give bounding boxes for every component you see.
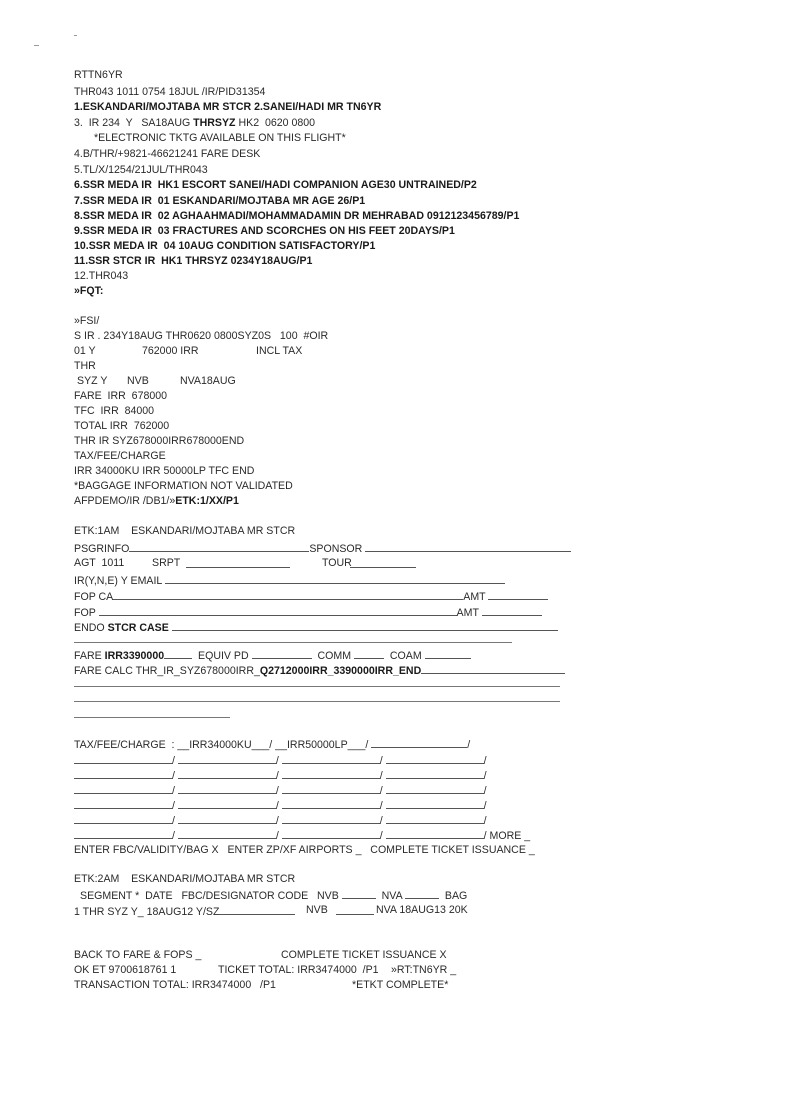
- transaction-total: TRANSACTION TOTAL: IRR3474000 /P1: [74, 979, 276, 991]
- passenger-names: 1.ESKANDARI/MOJTABA MR STCR 2.SANEI/HADI MR TN6YR: [74, 101, 382, 113]
- fare-row: [74, 648, 471, 663]
- fare-calc-part1: THR_IR_SYZ678000IRR_: [135, 665, 260, 677]
- comm-field[interactable]: [354, 648, 384, 659]
- psgr-info-field[interactable]: [129, 541, 309, 552]
- fop-ca-label: FOP CA: [74, 591, 114, 603]
- fare-calc-line: THR IR SYZ678000IRR678000END: [74, 435, 245, 447]
- tax-3-field[interactable]: [371, 737, 467, 748]
- agent-label: AGT 1011: [74, 557, 125, 569]
- fop-row: [74, 605, 542, 620]
- tax-breakdown: IRR 34000KU IRR 50000LP TFC END: [74, 465, 255, 477]
- bag-header: BAG: [444, 890, 468, 902]
- scan-speck: [74, 35, 77, 36]
- tax-field[interactable]: [386, 828, 484, 839]
- ssr-line: 10.SSR MEDA IR 04 10AUG CONDITION SATISFACTORY/P1: [74, 240, 376, 252]
- srpt-label: SRPT: [152, 557, 181, 569]
- scan-speck: [34, 45, 39, 46]
- nva-header-field[interactable]: [405, 888, 439, 899]
- fare-segment-line: S IR . 234Y18AUG THR0620 0800SYZ0S 100 #OIR: [74, 330, 329, 342]
- ssr-line: 9.SSR MEDA IR 03 FRACTURES AND SCORCHES ON HIS FEET 20DAYS/P1: [74, 225, 455, 237]
- fop-field[interactable]: [99, 605, 457, 616]
- segment-value: 1 THR SYZ Y_ 18AUG12 Y/SZ: [74, 906, 220, 918]
- ssr-line: 7.SSR MEDA IR 01 ESKANDARI/MOJTABA MR AGE 26/P1: [74, 195, 366, 207]
- ssr-line: 11.SSR STCR IR HK1 THRSYZ 0234Y18AUG/P1: [74, 255, 313, 267]
- ssr-line: 6.SSR MEDA IR HK1 ESCORT SANEI/HADI COMPANION AGE30 UNTRAINED/P2: [74, 179, 477, 191]
- srpt-field[interactable]: [186, 557, 290, 568]
- tour-field[interactable]: [350, 557, 416, 568]
- tax-header: TAX/FEE/CHARGE: [74, 450, 166, 462]
- transaction-row: [74, 979, 449, 992]
- tax-1[interactable]: IRR34000KU: [189, 739, 252, 751]
- fare-pax-type: 01 Y: [74, 345, 96, 357]
- email-label: IR(Y,N,E) Y EMAIL: [74, 575, 162, 587]
- segment-nva: NVA 18AUG13 20K: [376, 904, 468, 916]
- etk2-title: ETK:2AM ESKANDARI/MOJTABA MR STCR: [74, 873, 296, 885]
- fop-ca-field[interactable]: [113, 589, 463, 600]
- tax-field[interactable]: [178, 828, 276, 839]
- email-row: [74, 573, 505, 588]
- office-element: 12.THR043: [74, 270, 129, 282]
- amt-label: AMT: [463, 591, 486, 603]
- etk-command: ETK:1/XX/P1: [175, 495, 239, 507]
- nvb-header-field[interactable]: [342, 888, 376, 899]
- nvb-field[interactable]: [336, 904, 374, 915]
- email-field[interactable]: [165, 573, 505, 584]
- tax-row-last: / / / / MORE _: [74, 828, 530, 843]
- psgr-info-row: [74, 541, 571, 556]
- equiv-label: EQUIV PD: [198, 650, 249, 662]
- destination-line: [77, 375, 236, 388]
- segment-prefix: 3. IR 234 Y SA18AUG: [74, 117, 194, 129]
- tax-row[interactable]: / / / /: [74, 783, 487, 798]
- sponsor-field[interactable]: [365, 541, 571, 552]
- tax-label: TAX/FEE/CHARGE :: [74, 739, 175, 751]
- fare-field[interactable]: [164, 648, 192, 659]
- contact-line: 4.B/THR/+9821-46621241 FARE DESK: [74, 148, 261, 160]
- tax-row[interactable]: / / / /: [74, 753, 487, 768]
- afp-prefix: AFPDEMO/IR /DB1/»: [74, 495, 176, 507]
- endorsement-row: [74, 620, 558, 635]
- etk-command-line: [74, 495, 239, 508]
- eticket-note: *ELECTRONIC TKTG AVAILABLE ON THIS FLIGHT*: [94, 132, 346, 144]
- segment-row: [74, 904, 468, 919]
- amt-label-2: AMT: [456, 607, 479, 619]
- fare-calc-row: [74, 663, 565, 678]
- equiv-field[interactable]: [252, 648, 312, 659]
- fop-label: FOP: [74, 607, 96, 619]
- fop-ca-row: [74, 589, 548, 604]
- fare-value: IRR3390000: [104, 650, 165, 662]
- destination-nvb: NVB: [127, 375, 149, 387]
- tax-row[interactable]: / / / /: [74, 798, 487, 813]
- record-locator: RTTN6YR: [74, 69, 123, 81]
- etk1-title: ETK:1AM ESKANDARI/MOJTABA MR STCR: [74, 525, 296, 537]
- enter-options[interactable]: ENTER FBC/VALIDITY/BAG X ENTER ZP/XF AIRPORTS _ COMPLETE TICKET ISSUANCE _: [74, 844, 535, 856]
- amt-field-2[interactable]: [482, 605, 542, 616]
- segment-header-row: [80, 888, 467, 903]
- fare-calc-line-4[interactable]: [74, 717, 230, 718]
- fare-incl-tax: INCL TAX: [256, 345, 303, 357]
- tax-row-1: TAX/FEE/CHARGE : __IRR34000KU___/ __IRR50000LP___/ /: [74, 739, 471, 751]
- divider: [74, 642, 512, 643]
- nva-header: NVA: [381, 890, 403, 902]
- designator-field[interactable]: [219, 904, 295, 915]
- segment-line: [74, 117, 315, 130]
- tfc-amount: TFC IRR 84000: [74, 405, 155, 417]
- base-fare: FARE IRR 678000: [74, 390, 168, 402]
- tax-field[interactable]: [282, 828, 380, 839]
- origin-city: THR: [74, 360, 96, 372]
- coam-label: COAM: [389, 650, 422, 662]
- fare-calc-label: FARE CALC: [74, 665, 136, 677]
- fqt-command: »FQT:: [74, 285, 104, 297]
- coam-field[interactable]: [425, 648, 471, 659]
- retrieve-command[interactable]: »RT:TN6YR _: [391, 964, 457, 976]
- ticket-ok-row: [74, 964, 457, 977]
- back-to-fare-option[interactable]: BACK TO FARE & FOPS _: [74, 949, 202, 961]
- complete-issuance-option[interactable]: COMPLETE TICKET ISSUANCE X: [281, 949, 447, 961]
- fare-calc-line-3[interactable]: [74, 701, 560, 702]
- endo-label: ENDO: [74, 622, 108, 634]
- amt-field[interactable]: [488, 589, 548, 600]
- more-option[interactable]: / MORE _: [483, 830, 531, 842]
- office-line: THR043 1011 0754 18JUL /IR/PID31354: [74, 86, 266, 98]
- ticket-number: OK ET 9700618761 1: [74, 964, 177, 976]
- ssr-line: 8.SSR MEDA IR 02 AGHAAHMADI/MOHAMMADAMIN DR MEHRABAD 0912123456789/P1: [74, 210, 520, 222]
- destination-nva: NVA18AUG: [180, 375, 236, 387]
- tax-row[interactable]: / / / /: [74, 768, 487, 783]
- fare-total-line: [74, 345, 303, 358]
- comm-label: COMM: [317, 650, 352, 662]
- agent-row: [74, 557, 352, 570]
- sponsor-label: SPONSOR: [309, 543, 363, 555]
- segment-suffix: HK2 0620 0800: [235, 117, 316, 129]
- etkt-complete: *ETKT COMPLETE*: [352, 979, 449, 991]
- fare-amount: 762000 IRR: [142, 345, 199, 357]
- ticket-limit-line: 5.TL/X/1254/21JUL/THR043: [74, 164, 208, 176]
- destination-class: SYZ Y: [77, 375, 108, 387]
- psgr-info-label: PSGRINFO: [74, 543, 130, 555]
- fare-label: FARE: [74, 650, 105, 662]
- tour-label: TOUR: [322, 557, 352, 569]
- endo-value: STCR CASE: [107, 622, 169, 634]
- fare-calc-field[interactable]: [421, 663, 565, 674]
- endo-field[interactable]: [172, 620, 558, 631]
- tax-field[interactable]: [74, 828, 172, 839]
- total-amount: TOTAL IRR 762000: [74, 420, 170, 432]
- tax-row[interactable]: / / / /: [74, 813, 487, 828]
- segment-header: SEGMENT * DATE FBC/DESIGNATOR CODE NVB: [80, 890, 339, 902]
- fsi-command: »FSI/: [74, 315, 100, 327]
- fare-calc-part2: Q2712000IRR_3390000IRR_END: [259, 665, 422, 677]
- tax-2[interactable]: IRR50000LP: [286, 739, 348, 751]
- baggage-note: *BAGGAGE INFORMATION NOT VALIDATED: [74, 480, 293, 492]
- segment-city-pair: THRSYZ: [193, 117, 236, 129]
- fare-calc-line-2[interactable]: [74, 686, 560, 687]
- ticket-total: TICKET TOTAL: IRR3474000 /P1: [218, 964, 379, 976]
- back-to-fare-row: [74, 949, 447, 962]
- segment-nvb: NVB: [306, 904, 328, 916]
